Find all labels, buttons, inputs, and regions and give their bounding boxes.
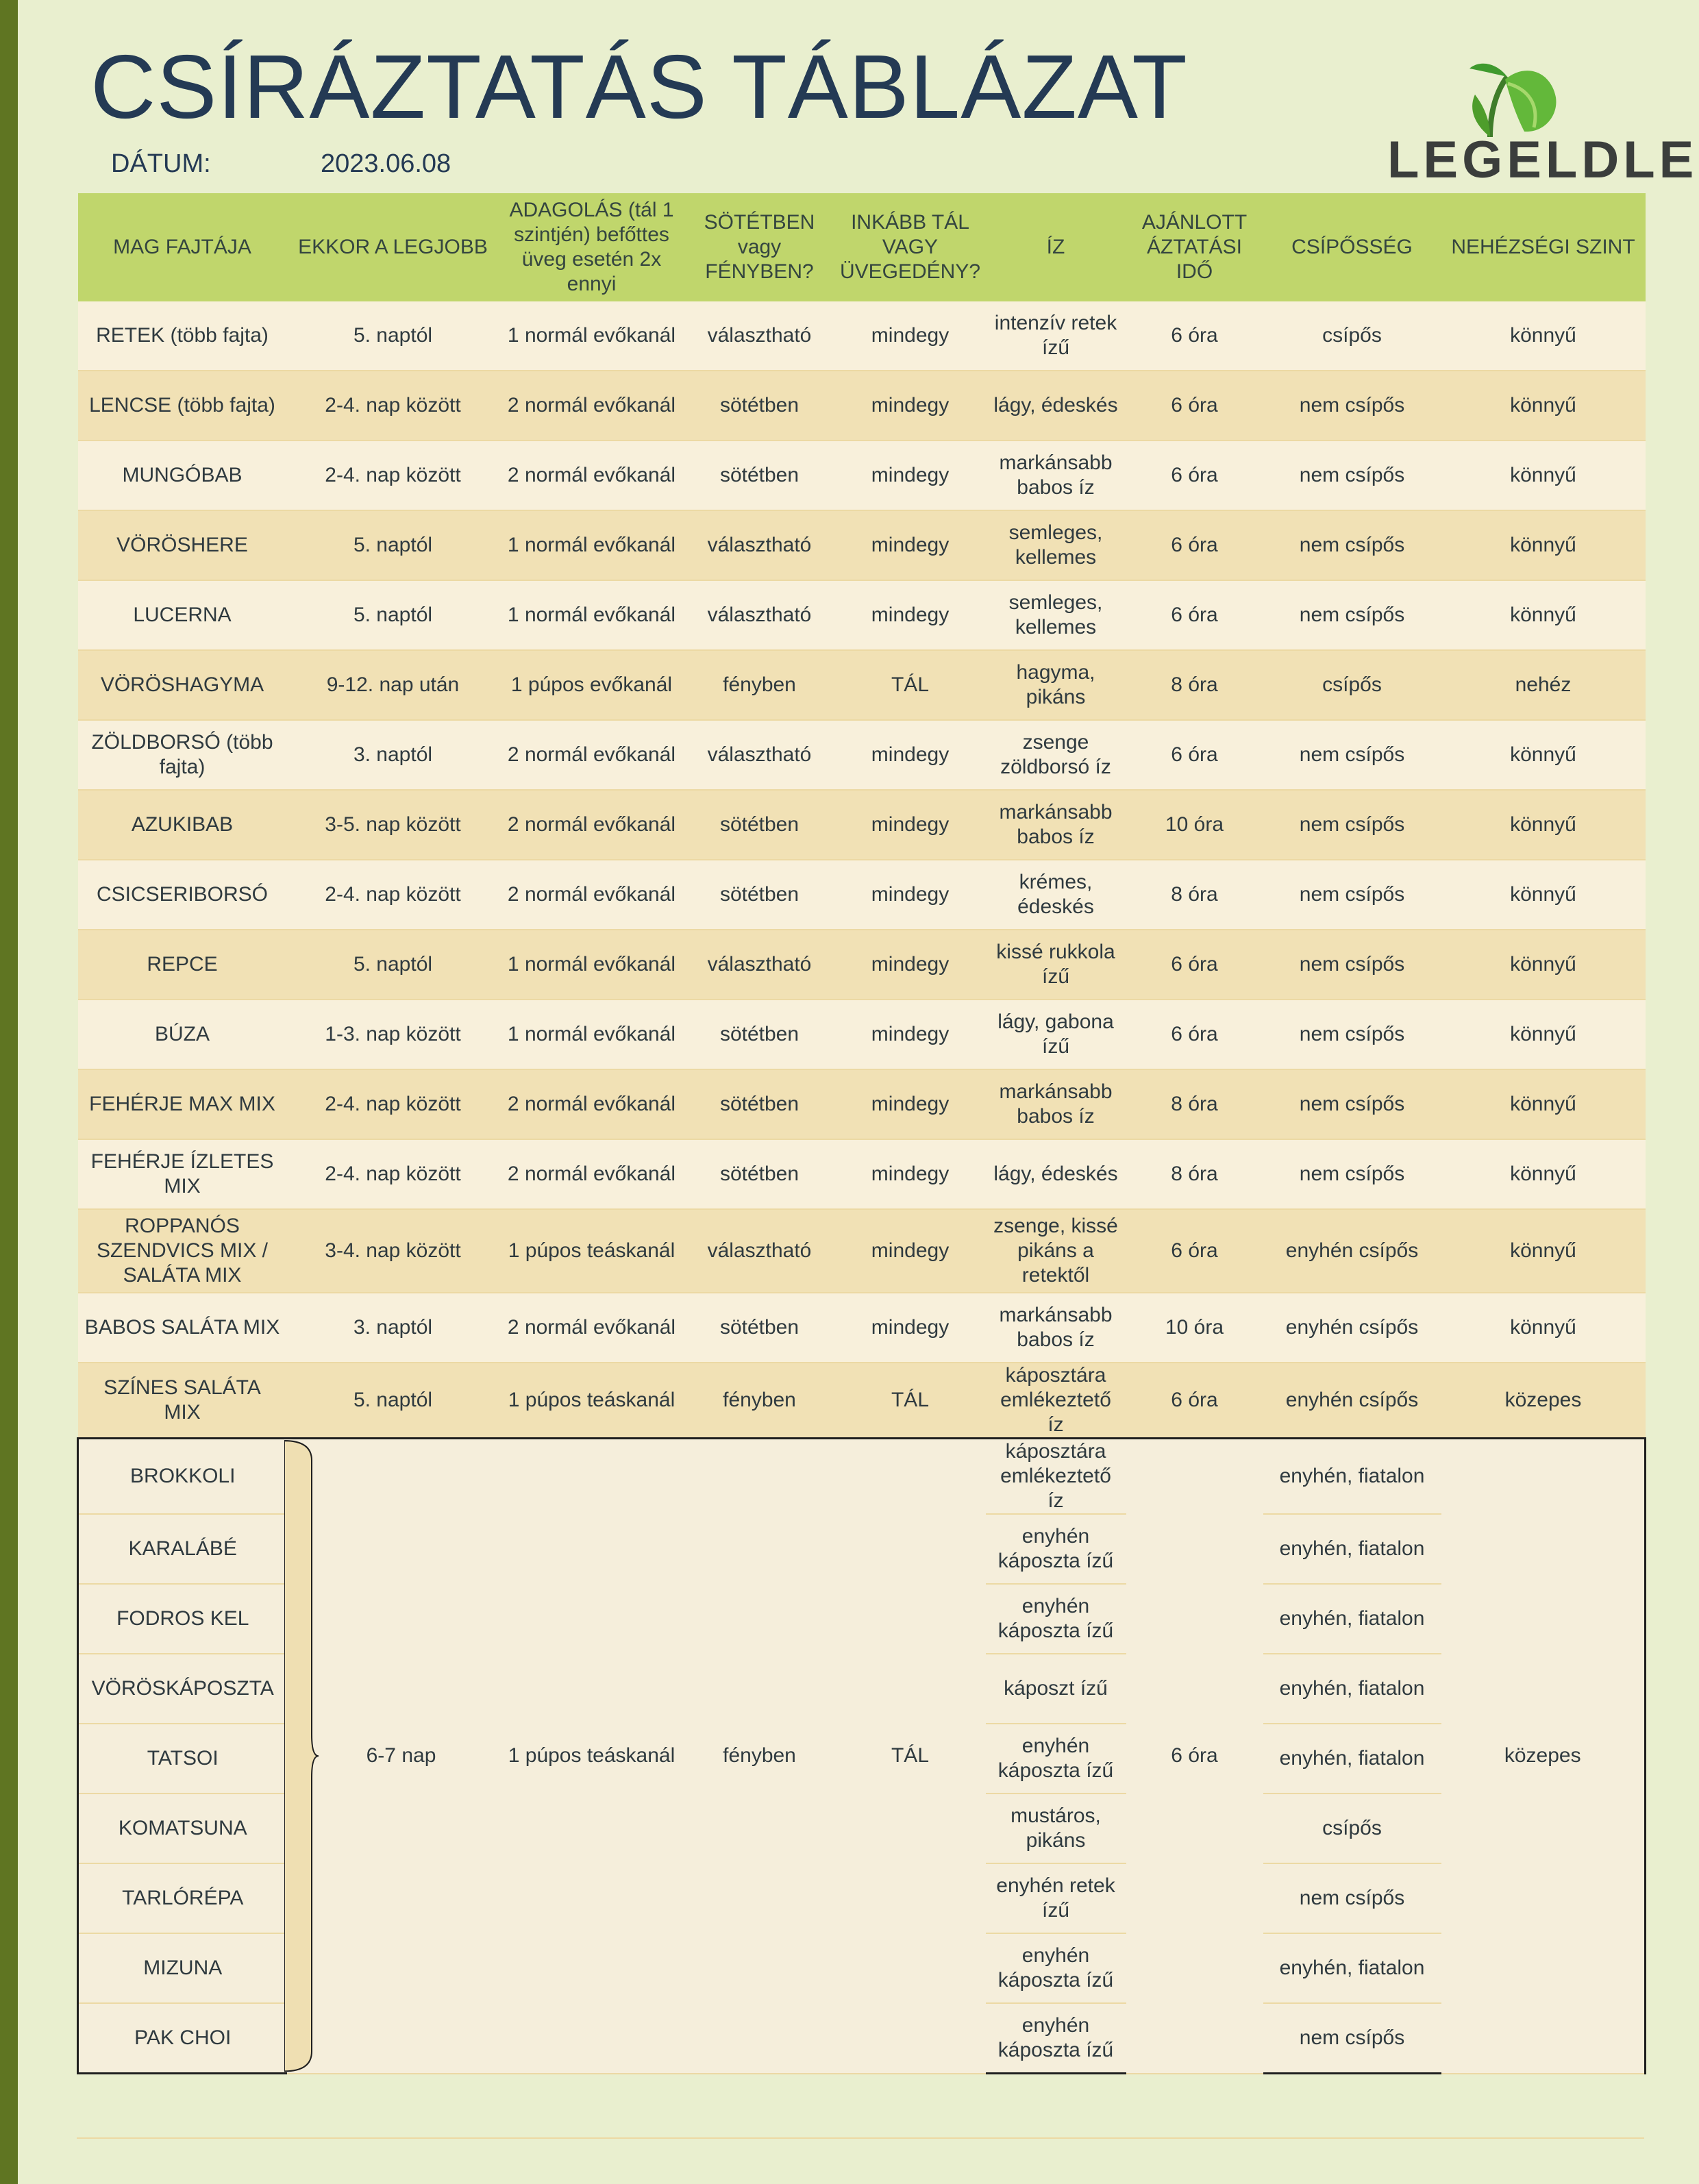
cell-best: 2-4. nap között (287, 860, 499, 930)
logo-wordmark: LEGELDLE (1387, 131, 1698, 189)
cell-spice: csípős (1263, 301, 1441, 371)
cell-dose: 2 normál evőkanál (499, 371, 684, 440)
cell-best: 3. naptól (287, 720, 499, 790)
cell-best: 5. naptól (287, 930, 499, 1000)
cell-seed: ROPPANÓS SZENDVICS MIX / SALÁTA MIX (78, 1209, 287, 1293)
cell-seed: TARLÓRÉPA (78, 1863, 287, 1933)
cell-difficulty: könnyű (1441, 371, 1646, 440)
cell-soak: 6 óra (1126, 1209, 1263, 1293)
cell-light: sötétben (684, 1293, 835, 1363)
brace-icon (284, 1439, 320, 2073)
cell-light: sötétben (684, 1139, 835, 1209)
cell-dose: 1 normál evőkanál (499, 510, 684, 580)
cell-light: sötétben (684, 1000, 835, 1069)
cell-spice: nem csípős (1263, 860, 1441, 930)
cell-best: 6-7 nap (366, 1744, 436, 1767)
cell-difficulty: könnyű (1441, 510, 1646, 580)
cell-spice: csípős (1263, 650, 1441, 720)
left-accent-bar (0, 0, 18, 2184)
table-row (78, 580, 1646, 650)
cell-spice: nem csípős (1263, 1139, 1441, 1209)
cell-taste: mustáros, pikáns (986, 1794, 1126, 1863)
cell-seed: BABOS SALÁTA MIX (78, 1293, 287, 1363)
cell-spice: nem csípős (1263, 720, 1441, 790)
cell-difficulty: könnyű (1441, 1139, 1646, 1209)
cell-light: sötétben (684, 440, 835, 510)
cell-dose: 1 púpos teáskanál (499, 1439, 684, 2074)
header-soak-time: AJÁNLOTT ÁZTATÁSI IDŐ (1126, 193, 1263, 301)
cell-light: fényben (684, 1439, 835, 2074)
cell-taste: enyhén káposzta ízű (986, 1724, 1126, 1794)
cell-taste: enyhén káposzta ízű (986, 1514, 1126, 1584)
cell-taste: markánsabb babos íz (986, 440, 1126, 510)
cell-soak: 6 óra (1126, 371, 1263, 440)
cell-spice: enyhén csípős (1263, 1363, 1441, 1439)
cell-seed: ZÖLDBORSÓ (több fajta) (78, 720, 287, 790)
cell-vessel: mindegy (835, 1209, 986, 1293)
table-row (78, 301, 1646, 371)
cell-dose: 1 púpos evőkanál (499, 650, 684, 720)
table-row (78, 650, 1646, 720)
cell-spice: nem csípős (1263, 2003, 1441, 2074)
cell-spice: nem csípős (1263, 1069, 1441, 1139)
cell-difficulty: könnyű (1441, 440, 1646, 510)
cell-vessel: mindegy (835, 1000, 986, 1069)
cell-seed: FEHÉRJE ÍZLETES MIX (78, 1139, 287, 1209)
cell-vessel: mindegy (835, 860, 986, 930)
cell-seed: RETEK (több fajta) (78, 301, 287, 371)
cell-taste: káposzt ízű (986, 1654, 1126, 1724)
cell-difficulty: könnyű (1441, 860, 1646, 930)
cell-spice: nem csípős (1263, 510, 1441, 580)
cell-difficulty: közepes (1441, 1439, 1646, 2074)
cell-dose: 2 normál evőkanál (499, 720, 684, 790)
cell-difficulty: közepes (1441, 1363, 1646, 1439)
cell-difficulty: könnyű (1441, 1293, 1646, 1363)
table-row (78, 860, 1646, 930)
cell-dose: 2 normál evőkanál (499, 1069, 684, 1139)
cell-seed: LENCSE (több fajta) (78, 371, 287, 440)
cell-vessel: mindegy (835, 1069, 986, 1139)
cell-vessel: mindegy (835, 1139, 986, 1209)
cell-vessel: mindegy (835, 510, 986, 580)
cell-seed: SZÍNES SALÁTA MIX (78, 1363, 287, 1439)
cell-spice: nem csípős (1263, 371, 1441, 440)
cell-seed: FODROS KEL (78, 1584, 287, 1654)
cell-spice: enyhén, fiatalon (1263, 1724, 1441, 1794)
cell-seed: BROKKOLI (78, 1439, 287, 1515)
header-vessel: INKÁBB TÁL VAGY ÜVEGEDÉNY? (835, 193, 986, 301)
table-row (78, 371, 1646, 440)
cell-taste: enyhén káposzta ízű (986, 1933, 1126, 2003)
cell-dose: 1 púpos teáskanál (499, 1209, 684, 1293)
cell-soak: 10 óra (1126, 790, 1263, 860)
cell-light: választható (684, 1209, 835, 1293)
cell-soak: 8 óra (1126, 650, 1263, 720)
cell-spice: enyhén, fiatalon (1263, 1584, 1441, 1654)
cell-soak: 6 óra (1126, 1000, 1263, 1069)
cell-best: 2-4. nap között (287, 1139, 499, 1209)
cell-best: 2-4. nap között (287, 1069, 499, 1139)
cell-dose: 1 normál evőkanál (499, 301, 684, 371)
cell-spice: enyhén csípős (1263, 1293, 1441, 1363)
cell-best: 3-4. nap között (287, 1209, 499, 1293)
cell-difficulty: könnyű (1441, 580, 1646, 650)
cell-spice: nem csípős (1263, 1000, 1441, 1069)
cell-light: fényben (684, 1363, 835, 1439)
table-row (78, 790, 1646, 860)
sprouting-table (77, 193, 1646, 2074)
header-best-time: EKKOR A LEGJOBB (287, 193, 499, 301)
cell-taste: enyhén káposzta ízű (986, 2003, 1126, 2074)
cell-difficulty: könnyű (1441, 1209, 1646, 1293)
cell-spice: csípős (1263, 1794, 1441, 1863)
cell-best: 1-3. nap között (287, 1000, 499, 1069)
table-row (78, 1363, 1646, 1439)
cell-vessel: mindegy (835, 790, 986, 860)
cell-taste: káposztára emlékeztető íz (986, 1363, 1126, 1439)
cell-light: választható (684, 930, 835, 1000)
cell-seed: TATSOI (78, 1724, 287, 1794)
cell-taste: semleges, kellemes (986, 510, 1126, 580)
cell-best: 3-5. nap között (287, 790, 499, 860)
cell-difficulty: könnyű (1441, 1069, 1646, 1139)
page-title: CSÍRÁZTATÁS TÁBLÁZAT (90, 36, 1188, 137)
cell-spice: nem csípős (1263, 440, 1441, 510)
cell-taste: káposztára emlékeztető íz (986, 1439, 1126, 1515)
cell-taste: semleges, kellemes (986, 580, 1126, 650)
cell-soak: 8 óra (1126, 1069, 1263, 1139)
cell-seed: VÖRÖSHAGYMA (78, 650, 287, 720)
cell-light: sötétben (684, 1069, 835, 1139)
cell-soak: 6 óra (1126, 720, 1263, 790)
cell-seed: PAK CHOI (78, 2003, 287, 2074)
cell-dose: 1 normál evőkanál (499, 580, 684, 650)
table-row (78, 720, 1646, 790)
cell-dose: 2 normál evőkanál (499, 1139, 684, 1209)
cell-taste: enyhén káposzta ízű (986, 1584, 1126, 1654)
cell-difficulty: könnyű (1441, 301, 1646, 371)
cell-light: sötétben (684, 790, 835, 860)
cell-taste: lágy, gabona ízű (986, 1000, 1126, 1069)
cell-best: 2-4. nap között (287, 371, 499, 440)
cell-soak: 10 óra (1126, 1293, 1263, 1363)
cell-spice: enyhén, fiatalon (1263, 1439, 1441, 1515)
cell-taste: markánsabb babos íz (986, 1069, 1126, 1139)
cell-light: fényben (684, 650, 835, 720)
header-difficulty: NEHÉZSÉGI SZINT (1441, 193, 1646, 301)
cell-light: sötétben (684, 860, 835, 930)
cell-soak: 8 óra (1126, 860, 1263, 930)
cell-dose: 2 normál evőkanál (499, 1293, 684, 1363)
table-row (78, 510, 1646, 580)
cell-seed: MIZUNA (78, 1933, 287, 2003)
cell-seed: REPCE (78, 930, 287, 1000)
date-label: DÁTUM: (111, 149, 211, 178)
cell-spice: nem csípős (1263, 790, 1441, 860)
cell-dose: 1 púpos teáskanál (499, 1363, 684, 1439)
cell-taste: enyhén retek ízű (986, 1863, 1126, 1933)
cell-soak: 6 óra (1126, 301, 1263, 371)
cell-vessel: TÁL (835, 650, 986, 720)
brand-logo (1387, 56, 1698, 189)
cell-soak: 6 óra (1126, 1439, 1263, 2074)
cell-seed: CSICSERIBORSÓ (78, 860, 287, 930)
cell-spice: enyhén, fiatalon (1263, 1514, 1441, 1584)
cell-spice: nem csípős (1263, 580, 1441, 650)
table-row (78, 1209, 1646, 1293)
cell-taste: markánsabb babos íz (986, 790, 1126, 860)
cell-seed: BÚZA (78, 1000, 287, 1069)
cell-seed: KOMATSUNA (78, 1794, 287, 1863)
cell-dose: 1 normál evőkanál (499, 1000, 684, 1069)
cell-seed: MUNGÓBAB (78, 440, 287, 510)
header-spiciness: CSÍPŐSSÉG (1263, 193, 1441, 301)
header-taste: ÍZ (986, 193, 1126, 301)
table-row (78, 1069, 1646, 1139)
cell-dose: 1 normál evőkanál (499, 930, 684, 1000)
table-row (78, 1293, 1646, 1363)
cell-soak: 6 óra (1126, 440, 1263, 510)
cell-taste: markánsabb babos íz (986, 1293, 1126, 1363)
cell-taste: zsenge zöldborsó íz (986, 720, 1126, 790)
header-light: SÖTÉTBEN vagy FÉNYBEN? (684, 193, 835, 301)
cell-best: 3. naptól (287, 1293, 499, 1363)
cell-difficulty: könnyű (1441, 790, 1646, 860)
cell-taste: zsenge, kissé pikáns a retektől (986, 1209, 1126, 1293)
table-header-row (78, 193, 1646, 301)
cell-light: választható (684, 720, 835, 790)
cell-difficulty: könnyű (1441, 720, 1646, 790)
cell-difficulty: könnyű (1441, 930, 1646, 1000)
cell-best: 5. naptól (287, 510, 499, 580)
cell-seed: AZUKIBAB (78, 790, 287, 860)
cell-spice: nem csípős (1263, 1863, 1441, 1933)
cell-vessel: mindegy (835, 371, 986, 440)
cell-soak: 6 óra (1126, 580, 1263, 650)
cell-soak: 8 óra (1126, 1139, 1263, 1209)
cell-light: választható (684, 301, 835, 371)
cell-vessel: mindegy (835, 1293, 986, 1363)
cell-light: választható (684, 510, 835, 580)
cell-vessel: mindegy (835, 440, 986, 510)
cell-difficulty: nehéz (1441, 650, 1646, 720)
sprout-icon (1387, 56, 1634, 138)
cell-vessel: mindegy (835, 930, 986, 1000)
header-dosage: ADAGOLÁS (tál 1 szintjén) befőttes üveg esetén 2x ennyi (499, 193, 684, 301)
cell-taste: lágy, édeskés (986, 371, 1126, 440)
group-row (78, 1439, 1646, 1515)
table-row (78, 1000, 1646, 1069)
cell-best: 2-4. nap között (287, 440, 499, 510)
table-row (78, 930, 1646, 1000)
cell-seed: LUCERNA (78, 580, 287, 650)
cell-dose: 2 normál evőkanál (499, 860, 684, 930)
cell-light: sötétben (684, 371, 835, 440)
cell-spice: enyhén, fiatalon (1263, 1654, 1441, 1724)
cell-vessel: mindegy (835, 301, 986, 371)
cell-difficulty: könnyű (1441, 1000, 1646, 1069)
cell-seed: VÖRÖSKÁPOSZTA (78, 1654, 287, 1724)
cell-best: 9-12. nap után (287, 650, 499, 720)
cell-soak: 6 óra (1126, 510, 1263, 580)
cell-best: 5. naptól (287, 301, 499, 371)
cell-taste: lágy, édeskés (986, 1139, 1126, 1209)
cell-light: választható (684, 580, 835, 650)
cell-vessel: TÁL (835, 1363, 986, 1439)
cell-spice: enyhén, fiatalon (1263, 1933, 1441, 2003)
cell-spice: nem csípős (1263, 930, 1441, 1000)
cell-seed: KARALÁBÉ (78, 1514, 287, 1584)
cell-vessel: TÁL (835, 1439, 986, 2074)
cell-soak: 6 óra (1126, 930, 1263, 1000)
cell-taste: krémes, édeskés (986, 860, 1126, 930)
table-row (78, 1139, 1646, 1209)
cell-taste: hagyma, pikáns (986, 650, 1126, 720)
cell-dose: 2 normál evőkanál (499, 440, 684, 510)
cell-taste: intenzív retek ízű (986, 301, 1126, 371)
cell-vessel: mindegy (835, 720, 986, 790)
cell-taste: kissé rukkola ízű (986, 930, 1126, 1000)
cell-best: 5. naptól (287, 1363, 499, 1439)
table-row (78, 440, 1646, 510)
group-best-cell (287, 1439, 499, 2074)
cell-seed: VÖRÖSHERE (78, 510, 287, 580)
footer-divider (77, 2137, 1644, 2139)
cell-best: 5. naptól (287, 580, 499, 650)
cell-vessel: mindegy (835, 580, 986, 650)
header-seed-type: MAG FAJTÁJA (78, 193, 287, 301)
cell-seed: FEHÉRJE MAX MIX (78, 1069, 287, 1139)
cell-spice: enyhén csípős (1263, 1209, 1441, 1293)
cell-soak: 6 óra (1126, 1363, 1263, 1439)
date-value: 2023.06.08 (321, 149, 451, 178)
cell-dose: 2 normál evőkanál (499, 790, 684, 860)
